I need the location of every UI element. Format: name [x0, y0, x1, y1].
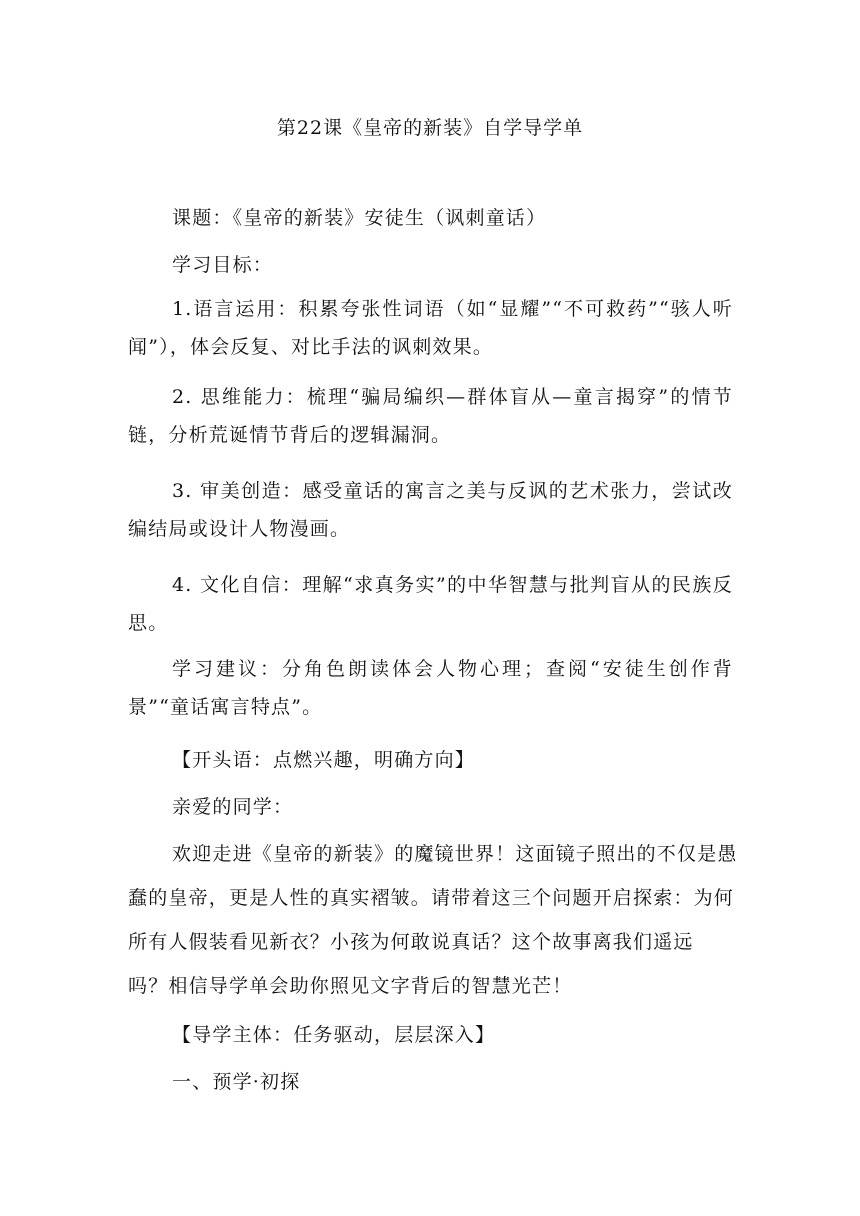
greeting-line: 亲爱的同学： [172, 796, 294, 818]
objective-4: 4. 文化自信：理解“求真务实”的中华智慧与批判盲从的民族反思。 [128, 574, 733, 634]
objective-1: 1.语言运用：积累夸张性词语（如“显耀”“不可救药”“骇人听闻”），体会反复、对比手法的讽刺效果。 [128, 298, 733, 358]
section-1-heading: 一、预学·初探 [172, 1071, 301, 1093]
document-title: 第22课《皇帝的新装》自学导学单 [276, 117, 584, 139]
objective-2: 2. 思维能力：梳理“骗局编织—群体盲从—童言揭穿”的情节链，分析荒诞情节背后的逻辑漏洞。 [128, 386, 733, 446]
study-suggestion: 学习建议：分角色朗读体会人物心理；查阅“安徒生创作背景”“童话寓言特点”。 [128, 658, 733, 718]
intro-heading: 【开头语：点燃兴趣，明确方向】 [172, 749, 476, 771]
welcome-line-3: 所有人假装看见新衣？小孩为何敢说真话？这个故事离我们遥远 [128, 931, 694, 953]
objectives-heading: 学习目标： [172, 254, 274, 276]
welcome-line-2: 蠢的皇帝，更是人性的真实褶皱。请带着这三个问题开启探索：为何 [128, 887, 735, 909]
welcome-line-1: 欢迎走进《皇帝的新装》的魔镜世界！这面镜子照出的不仅是愚 [172, 843, 738, 865]
topic-line: 课题：《皇帝的新装》安徒生（讽刺童话） [172, 207, 547, 229]
main-heading: 【导学主体：任务驱动，层层深入】 [172, 1024, 496, 1046]
welcome-line-4: 吗？相信导学单会助你照见文字背后的智慧光芒！ [128, 975, 573, 997]
objective-3: 3. 审美创造：感受童话的寓言之美与反讽的艺术张力，尝试改编结局或设计人物漫画。 [128, 480, 733, 540]
